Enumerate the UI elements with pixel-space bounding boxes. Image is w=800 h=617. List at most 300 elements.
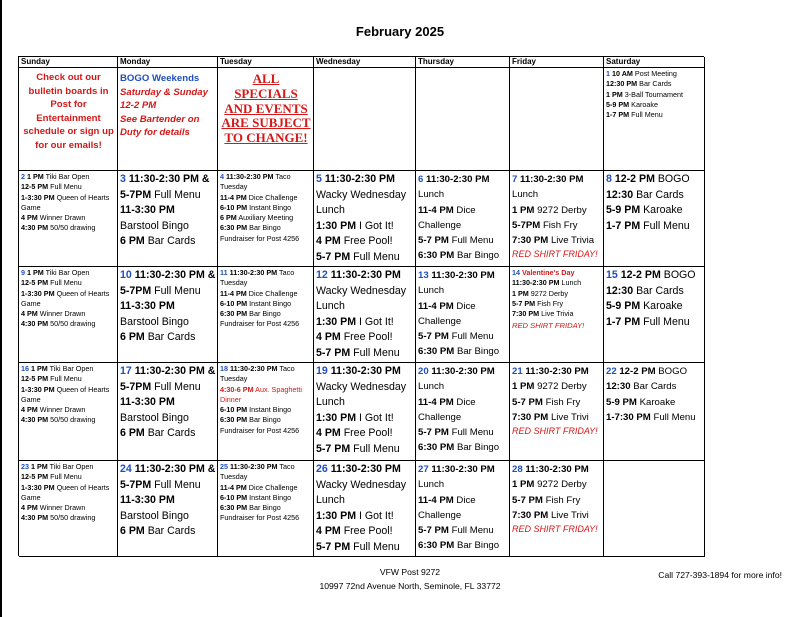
red-shirt-friday-note: RED SHIRT FRIDAY!	[512, 321, 585, 331]
event-desc: Bar Cards	[639, 79, 672, 89]
event-time: 11-4 PM	[418, 300, 454, 312]
event-desc: Fundraiser for Post 4256	[220, 513, 300, 523]
event-line	[220, 309, 312, 319]
day-number: 23	[21, 462, 29, 471]
event-desc: Barstool Bingo	[120, 219, 189, 232]
event-desc: 50/50 drawing	[50, 513, 96, 523]
event-time: 5-7 PM	[418, 331, 449, 343]
event-desc: Live Trivi	[550, 509, 589, 521]
event-line	[120, 524, 216, 540]
event-time: 11-3:30 PM	[120, 300, 175, 313]
event-line	[606, 203, 703, 219]
event-desc: Dice Challenge	[418, 396, 476, 423]
event-time: 4 PM	[21, 309, 38, 319]
event-desc: Bar Bingo	[249, 223, 281, 233]
event-desc: Winner Drawn	[39, 213, 86, 223]
event-time: 4 PM	[21, 503, 38, 513]
event-desc: Bar Bingo	[456, 250, 500, 262]
event-line	[512, 172, 602, 203]
event-line	[418, 425, 508, 440]
footer-address-block	[290, 566, 530, 593]
event-line	[418, 344, 508, 359]
event-desc: Dice Challenge	[418, 494, 476, 521]
event-line	[220, 289, 312, 299]
event-time: 12-5 PM	[21, 374, 49, 384]
event-line	[220, 462, 312, 483]
event-line	[220, 223, 312, 233]
event-time: 5-9 PM	[606, 300, 641, 313]
event-desc: Queen of Hearts Game	[21, 482, 110, 502]
event-line	[512, 268, 602, 278]
event-time: 5-7 PM	[316, 346, 351, 359]
event-line	[512, 364, 602, 379]
event-time: 12-2 PM	[619, 366, 656, 377]
event-line	[21, 268, 116, 278]
day-cell-9	[19, 267, 118, 363]
event-line	[512, 203, 602, 218]
event-desc: Barstool Bingo	[120, 509, 189, 522]
event-desc: Free Pool!	[343, 331, 393, 344]
event-desc: Post Meeting	[634, 69, 677, 78]
event-time: 6-10 PM	[220, 298, 248, 308]
event-time: 11:30-2:30 PM	[426, 174, 490, 185]
day-number: 9	[21, 268, 25, 277]
event-desc: Full Menu	[353, 346, 400, 359]
event-line	[512, 218, 602, 233]
day-number: 12	[316, 269, 328, 281]
event-desc: Lunch	[418, 285, 445, 297]
event-desc: Lunch	[418, 479, 445, 491]
day-number: 19	[316, 365, 328, 377]
event-desc: Full Menu	[451, 427, 494, 439]
event-time: 1 PM	[606, 89, 623, 99]
event-desc: Wacky Wednesday Lunch	[316, 478, 407, 507]
event-line	[316, 442, 414, 458]
event-time: 4 PM	[316, 525, 341, 538]
event-line	[120, 330, 216, 346]
event-line	[418, 523, 508, 538]
event-desc: Full Menu	[451, 235, 494, 247]
event-desc: Live Trivia	[550, 235, 595, 247]
day-cell-16	[19, 363, 118, 461]
event-time: 1 PM	[27, 172, 44, 181]
day-cell-11	[218, 267, 314, 363]
day-cell-21	[510, 363, 604, 461]
event-desc: Dice Challenge	[418, 300, 476, 327]
event-desc: Taco Tuesday	[220, 462, 295, 482]
event-desc: I Got It!	[359, 315, 394, 328]
event-line	[120, 172, 216, 203]
event-desc: Queen of Hearts Game	[21, 192, 110, 212]
event-time: 11:30-2:30 PM	[330, 365, 401, 377]
event-desc: Bar Bingo	[456, 540, 500, 552]
event-desc: Fundraiser for Post 4256	[220, 233, 300, 243]
event-line	[220, 503, 312, 513]
subject-to-change-note: ALL SPECIALS AND EVENTS ARE SUBJECT TO CHANGE!	[218, 68, 314, 171]
event-time: 6-10 PM	[220, 405, 248, 415]
day-number: 6	[418, 174, 424, 185]
event-time: 7:30 PM	[512, 309, 540, 319]
red-shirt-friday-note: RED SHIRT FRIDAY!	[512, 524, 598, 535]
event-line	[512, 309, 602, 319]
event-desc: Karoake	[631, 99, 658, 109]
event-time: 11-3:30 PM	[120, 494, 175, 507]
event-time: 11-4 PM	[220, 482, 247, 492]
event-time: 5-9 PM	[606, 99, 630, 109]
event-line	[606, 268, 703, 284]
event-time: 5-7 PM	[316, 540, 351, 553]
event-line	[606, 172, 703, 188]
event-desc: Fish Fry	[542, 219, 578, 231]
event-time: 6:30 PM	[418, 250, 455, 262]
event-time: 5-7 PM	[512, 298, 536, 308]
event-line	[316, 540, 414, 556]
event-line	[418, 268, 508, 299]
event-time: 6:30 PM	[220, 503, 248, 513]
day-header-saturday: Saturday	[604, 57, 705, 68]
event-desc: Bar Bingo	[456, 346, 500, 358]
event-line	[316, 524, 414, 540]
event-line	[21, 223, 116, 233]
event-desc: Karoake	[643, 300, 683, 313]
event-line	[418, 233, 508, 248]
event-desc: Full Menu	[353, 442, 400, 455]
event-desc: I Got It!	[359, 411, 394, 424]
event-time: 11:30-2:30 PM & 5-7PM	[120, 269, 216, 297]
event-time: 11:30-2:30 PM	[525, 464, 589, 475]
empty-cell	[510, 68, 604, 171]
event-desc: Full Menu	[154, 284, 201, 297]
day-number: 17	[120, 365, 132, 377]
day-cell-19	[314, 363, 416, 461]
event-line	[21, 213, 116, 223]
day-cell-17	[118, 363, 218, 461]
event-time: 5-7 PM	[418, 235, 449, 247]
day-cell-24	[118, 461, 218, 557]
event-time: 4:30 PM	[21, 319, 49, 329]
event-desc: Wacky Wednesday Lunch	[316, 284, 407, 313]
event-time: 1:30 PM	[316, 219, 357, 232]
event-line	[606, 188, 703, 204]
event-desc: Free Pool!	[343, 235, 393, 248]
event-line	[220, 405, 312, 415]
day-number: 20	[418, 366, 429, 377]
event-line	[21, 503, 116, 513]
event-line	[316, 172, 414, 219]
event-line	[606, 79, 703, 89]
event-desc: Wacky Wednesday Lunch	[316, 188, 407, 217]
event-time: 1-3:30 PM	[21, 482, 55, 492]
event-line	[21, 472, 116, 482]
event-desc: Dice Challenge	[248, 288, 298, 298]
event-desc: I Got It!	[359, 219, 394, 232]
event-line	[220, 299, 312, 309]
day-cell-18	[218, 363, 314, 461]
event-line	[21, 415, 116, 425]
day-header-wednesday: Wednesday	[314, 57, 416, 68]
event-line	[606, 299, 703, 315]
event-time: 4:30-6 PM	[220, 384, 254, 394]
event-line	[512, 299, 602, 309]
event-time: 1:30 PM	[316, 315, 357, 328]
event-time: 6:30 PM	[220, 223, 248, 233]
event-line	[418, 440, 508, 455]
event-line	[120, 203, 216, 234]
event-desc: Full Menu	[50, 182, 82, 192]
event-time: 10 AM	[612, 69, 633, 78]
event-time: 11-3:30 PM	[120, 396, 175, 409]
day-cell-2	[19, 171, 118, 267]
event-time: 12:30	[606, 188, 634, 201]
event-time: 12-2 PM	[614, 173, 655, 185]
event-desc: Full Menu	[451, 331, 494, 343]
event-desc: Live Trivi	[550, 411, 589, 423]
event-desc: Instant Bingo	[249, 405, 292, 415]
event-time: 5-7 PM	[316, 442, 351, 455]
event-line	[21, 405, 116, 415]
day-cell-15	[604, 267, 705, 363]
event-line	[220, 513, 312, 523]
day-cell-28	[510, 461, 604, 557]
event-time: 12:30	[606, 381, 631, 393]
event-desc: Full Menu	[653, 411, 696, 423]
event-time: 11:30-2:30 PM	[230, 462, 278, 471]
event-desc: Fundraiser for Post 4256	[220, 319, 300, 329]
event-time: 4:30 PM	[21, 223, 49, 233]
event-line	[512, 289, 602, 299]
day-cell-5	[314, 171, 416, 267]
event-time: 1 PM	[31, 462, 48, 471]
event-line	[120, 426, 216, 442]
event-desc: Fundraiser for Post 4256	[220, 425, 300, 435]
event-line	[220, 364, 312, 385]
event-line	[120, 268, 216, 299]
day-number: 14	[512, 268, 520, 277]
event-line	[418, 462, 508, 493]
event-line	[21, 483, 116, 504]
event-desc: Lunch	[418, 189, 445, 201]
event-desc: 9272 Derby	[537, 479, 587, 491]
day-number: 15	[606, 269, 618, 281]
event-line	[512, 233, 602, 248]
event-desc: Fish Fry	[545, 494, 581, 506]
event-line	[512, 462, 602, 477]
event-time: 6 PM	[120, 331, 145, 344]
event-time: 4 PM	[316, 235, 341, 248]
footer-call-info: Call 727-393-1894 for more info!	[658, 570, 782, 580]
day-header-thursday: Thursday	[416, 57, 510, 68]
event-line	[220, 426, 312, 436]
event-time: 5-7 PM	[418, 525, 449, 537]
event-time: 1 PM	[512, 381, 535, 393]
event-line	[512, 278, 602, 288]
event-desc: Instant Bingo	[249, 298, 292, 308]
day-cell-26	[314, 461, 416, 557]
event-time: 5-7 PM	[418, 427, 449, 439]
event-desc: Full Menu	[353, 540, 400, 553]
event-time: 5-9 PM	[606, 396, 637, 408]
red-shirt-friday-note: RED SHIRT FRIDAY!	[512, 426, 598, 437]
event-line	[606, 395, 703, 410]
event-line	[220, 203, 312, 213]
event-line	[220, 268, 312, 289]
event-time: 11:30-2:30 PM	[512, 278, 560, 288]
event-time: 11:30-2:30 PM	[525, 366, 589, 377]
event-line	[220, 319, 312, 329]
event-desc: Lunch	[512, 189, 539, 201]
event-time: 6-10 PM	[220, 202, 248, 212]
event-time: 1 PM	[512, 288, 529, 298]
event-desc: 3-Ball Tournament	[624, 89, 683, 99]
event-desc: Lunch	[561, 278, 582, 288]
event-desc: Bar Cards	[636, 188, 684, 201]
event-line	[21, 374, 116, 384]
event-desc: Winner Drawn	[39, 309, 86, 319]
day-cell-22	[604, 363, 705, 461]
event-desc: Bar Bingo	[249, 503, 281, 513]
event-line	[220, 483, 312, 493]
event-time: 4:30 PM	[21, 415, 49, 425]
event-time: 4 PM	[21, 213, 38, 223]
event-desc: Taco Tuesday	[220, 172, 291, 192]
event-line	[316, 462, 414, 509]
event-time: 6-10 PM	[220, 492, 248, 502]
event-desc: 50/50 drawing	[50, 319, 96, 329]
event-line	[316, 268, 414, 315]
event-time: 5-7 PM	[316, 250, 351, 263]
footer-address: 10997 72nd Avenue North, Seminole, FL 33772	[319, 580, 501, 591]
event-time: 12-5 PM	[21, 278, 49, 288]
event-desc: Barstool Bingo	[120, 315, 189, 328]
event-time: 12-5 PM	[21, 182, 49, 192]
event-line	[512, 508, 602, 523]
day-cell-27	[416, 461, 510, 557]
event-line	[606, 315, 703, 331]
event-line	[120, 364, 216, 395]
event-desc: Bar Cards	[636, 284, 684, 297]
event-time: 6 PM	[120, 427, 145, 440]
event-time: 11:30-2:30 PM & 5-7PM	[120, 173, 210, 201]
event-time: 6:30 PM	[418, 540, 455, 552]
day-number: 1	[606, 69, 610, 78]
event-time: 11:30-2:30 PM	[229, 268, 278, 277]
day-cell-23	[19, 461, 118, 557]
event-line	[21, 193, 116, 214]
event-desc: Queen of Hearts Game	[21, 288, 110, 308]
day-number: 13	[418, 270, 429, 281]
event-desc: Tiki Bar Open	[49, 462, 94, 471]
event-line	[220, 213, 312, 223]
event-line	[21, 172, 116, 182]
bogo-weekends-detail: 12-2 PM	[120, 100, 157, 112]
event-time: 6 PM	[120, 525, 145, 538]
event-time: 4:30 PM	[21, 513, 49, 523]
bulletin-board-note: Check out our bulletin boards in Post for Entertainment schedule or sign up for our emails!	[19, 68, 118, 171]
event-line	[606, 219, 703, 235]
event-desc: Full Menu	[154, 380, 201, 393]
event-desc: Karoake	[643, 204, 683, 217]
event-line	[418, 248, 508, 263]
event-desc: Instant Bingo	[249, 492, 292, 502]
event-line	[418, 493, 508, 524]
day-cell-8	[604, 171, 705, 267]
day-header-tuesday: Tuesday	[218, 57, 314, 68]
event-line	[418, 329, 508, 344]
bogo-weekends-title: BOGO Weekends	[120, 73, 200, 84]
event-desc: Bar Cards	[147, 331, 196, 344]
event-desc: Karoake	[639, 396, 676, 408]
event-time: 11:30-2:30 PM	[431, 270, 495, 281]
event-desc: Full Menu	[631, 110, 663, 120]
event-desc: Bar Cards	[147, 525, 196, 538]
event-line	[418, 538, 508, 553]
event-time: 11-4 PM	[418, 396, 454, 408]
event-line	[120, 462, 216, 493]
event-line	[316, 346, 414, 362]
event-desc: Bar Bingo	[249, 309, 281, 319]
event-time: 1-7 PM	[606, 219, 641, 232]
event-line	[21, 309, 116, 319]
day-number: 4	[220, 172, 224, 181]
day-cell-13	[416, 267, 510, 363]
event-line	[606, 410, 703, 425]
day-header-sunday: Sunday	[19, 57, 118, 68]
day-cell-14	[510, 267, 604, 363]
event-line	[120, 299, 216, 330]
day-number: 5	[316, 173, 322, 185]
event-line	[512, 493, 602, 508]
event-desc: BOGO	[658, 366, 688, 377]
event-desc: BOGO	[663, 269, 696, 281]
event-line	[316, 411, 414, 427]
event-time: 12:30	[606, 284, 634, 297]
event-desc: Fish Fry	[545, 396, 581, 408]
event-time: 11:30-2:30 PM	[324, 173, 395, 185]
day-number: 11	[220, 268, 228, 277]
event-time: 6:30 PM	[418, 442, 455, 454]
event-desc: Dice Challenge	[418, 204, 476, 231]
event-line	[21, 182, 116, 192]
day-cell-3	[118, 171, 218, 267]
event-line	[220, 172, 312, 193]
day-cell-12	[314, 267, 416, 363]
event-desc: Free Pool!	[343, 427, 393, 440]
event-time: 1:30 PM	[316, 509, 357, 522]
day-header-friday: Friday	[510, 57, 604, 68]
day-number: 21	[512, 366, 523, 377]
event-line	[120, 234, 216, 250]
event-desc: BOGO	[657, 173, 690, 185]
event-line	[120, 493, 216, 524]
day-number: 3	[120, 173, 126, 185]
event-time: 1 PM	[512, 204, 535, 216]
day-cell-4	[218, 171, 314, 267]
event-desc: Aux. Spaghetti Dinner	[220, 384, 302, 404]
event-desc: Full Menu	[154, 478, 201, 491]
event-time: 12-5 PM	[21, 472, 49, 482]
event-desc: Full Menu	[643, 315, 690, 328]
event-time: 1-7 PM	[606, 110, 630, 120]
calendar-grid	[18, 56, 704, 556]
day-cell-20	[416, 363, 510, 461]
event-line	[220, 193, 312, 203]
event-time: 4 PM	[316, 427, 341, 440]
event-line	[606, 110, 703, 120]
event-line	[606, 100, 703, 110]
event-desc: Full Menu	[154, 188, 201, 201]
event-line	[606, 364, 703, 379]
day-cell-6	[416, 171, 510, 267]
